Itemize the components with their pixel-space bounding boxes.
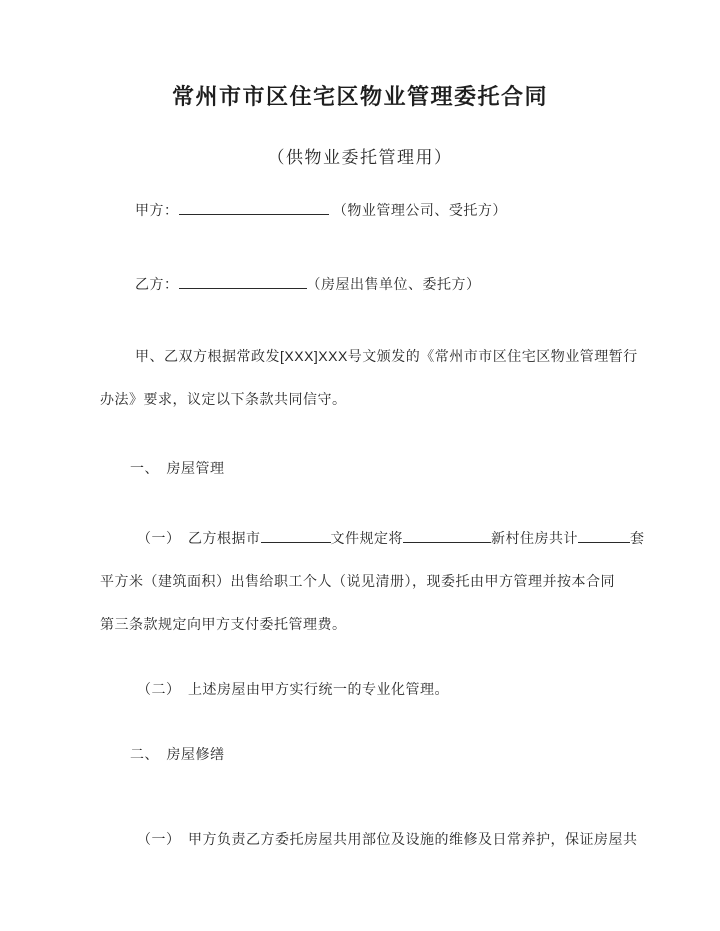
party-a-label: 甲方： (135, 202, 179, 218)
estate-name-blank-field (403, 529, 491, 543)
document-title: 常州市市区住宅区物业管理委托合同 (171, 84, 548, 109)
party-b-blank-field (179, 275, 307, 289)
s1-i1-seg4: 套 (630, 530, 645, 546)
intro-paragraph-line-2: 办法》要求，议定以下条款共同信守。 (100, 391, 347, 407)
document-subtitle: （供物业委托管理用） (267, 148, 453, 167)
section-2-heading: 二、 房屋修缮 (130, 746, 225, 762)
section-2-item-1-line-1: （一） 甲方负责乙方委托房屋共用部位及设施的维修及日常养护，保证房屋共 (137, 831, 638, 847)
s1-i1-seg3: 新村住房共计 (491, 530, 578, 546)
city-document-blank-field (261, 529, 331, 543)
s1-i1-seg2: 文件规定将 (330, 530, 403, 546)
unit-count-blank-field (578, 529, 630, 543)
intro-paragraph-line-1: 甲、乙双方根据常政发[XXX]XXX号文颁发的《常州市市区住宅区物业管理暂行 (135, 348, 638, 364)
party-a-line (135, 200, 507, 220)
section-1-item-2: （二） 上述房屋由甲方实行统一的专业化管理。 (137, 681, 449, 697)
party-a-note: （物业管理公司、受托方） (332, 202, 507, 218)
party-b-label: 乙方： (135, 276, 179, 292)
party-b-note: （房屋出售单位、委托方） (306, 276, 481, 292)
party-a-blank-field (179, 201, 329, 215)
s1-i1-seg1: （一） 乙方根据市 (137, 530, 261, 546)
section-1-heading: 一、 房屋管理 (130, 460, 225, 476)
party-b-line (135, 274, 481, 294)
section-1-item-1-line-3: 第三条款规定向甲方支付委托管理费。 (100, 616, 347, 632)
section-1-item-1-line-1 (137, 528, 645, 548)
section-1-item-1-line-2: 平方米（建筑面积）出售给职工个人（说见清册），现委托由甲方管理并按本合同 (100, 573, 615, 589)
